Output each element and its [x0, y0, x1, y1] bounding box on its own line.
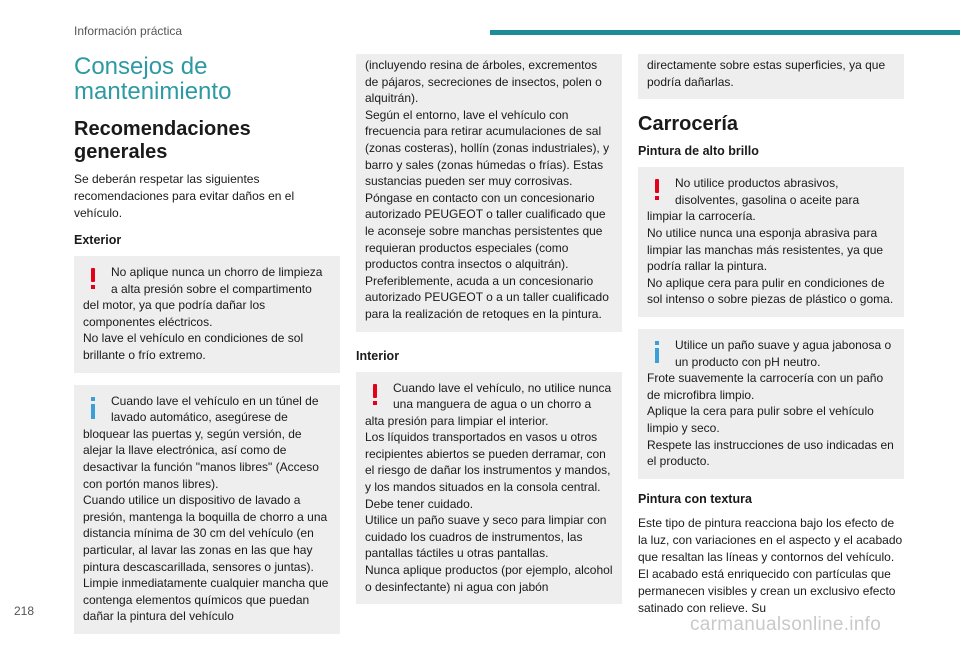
heading-interior: Interior: [356, 348, 400, 363]
info-i-icon: [83, 393, 109, 423]
info-text: Cuando lave el vehículo en un túnel de lavado automático, asegúrese de bloquear las puertas y, según versión, de alejar la llave electrónica, así como de desactivar la función "manos libres" (Acceso con portón manos libres). Cuando utilice un dispositivo de lavado a presión, mantenga la boquilla de chorro a una distancia mínima de 30 cm del vehículo (en particular, al lavar las zonas en las que hay pintura descascarillada, sensores o juntas). Limpie inmediatamente cualquier mancha que contenga elementos químicos que puedan dañar la pintura del vehículo: [83, 393, 329, 624]
heading-exterior: Exterior: [74, 233, 122, 247]
warning-exclamation-icon: [647, 175, 673, 205]
warning-text: No aplique nunca un chorro de limpieza a alta presión sobre el compartimento del motor, ya que podría dañar los componentes eléctricos. No lave el vehículo en condiciones de sol brillante o frío extremo.: [83, 265, 323, 362]
warning-box-interior: [356, 372, 622, 605]
section-title: Consejos de mantenimiento: [74, 53, 232, 105]
watermark: carmanualsonline.info: [690, 614, 882, 635]
warning-text: Cuando lave el vehículo, no utilice nunca una manguera de agua o un chorro a alta presión para limpiar el interior. Los líquidos transportados en vasos u otros recipientes abiertos se pueden derramar, con el riesgo de dañar los instrumentos y mandos, y los mandos situados en la consola central. Debe tener cuidado. Utilice un paño suave y seco para limpiar con cuidado los cuadros de instrumentos, las pantallas táctiles u otras pantallas. Nunca aplique productos (por ejemplo, alcohol o desinfectante) ni agua con jabón: [365, 380, 613, 594]
textura-paragraph: Este tipo de pintura reacciona bajo los efecto de la luz, con variaciones en el aspecto y el acabado que resaltan las líneas y contornos del vehículo. El acabado está enriquecido con partículas que permanecen visibles y crean un exclusivo efecto satinado con relieve. Su: [638, 515, 903, 615]
column-2: [356, 54, 622, 616]
warning-exclamation-icon: [365, 380, 391, 410]
intro-paragraph: Se deberán respetar las siguientes recomendaciones para evitar daños en el vehículo.: [74, 172, 295, 220]
header-accent-bar: [490, 30, 960, 35]
heading-recomendaciones: Recomendaciones generales: [74, 118, 251, 163]
heading-carroceria: Carrocería: [638, 113, 739, 136]
column-3: [638, 54, 904, 627]
warning-text: No utilice productos abrasivos, disolventes, gasolina o aceite para limpiar la carrocería. No utilice nunca una esponja abrasiva para limpiar las manchas más resistentes, ya que podría rallar la pintura. No aplique cera para pulir en condiciones de sol intenso o sobre piezas de plástico o goma.: [647, 176, 894, 307]
warning-box-interior-continued: [638, 54, 904, 99]
page-number: 218: [14, 604, 35, 618]
info-text-continued: (incluyendo resina de árboles, excrementos de pájaros, secreciones de insectos, polen o alquitrán). Según el entorno, lave el vehículo con frecuencia para retirar acumulaciones de sal (zonas costeras), hollín (zonas industriales), y barro y sales (zonas húmedas o frías). Estas sustancias pueden ser muy corrosivas. Póngase en contacto con un concesionario autorizado PEUGEOT o taller cualificado que le aconseje sobre manchas persistentes que requieran productos especiales (como productos contra insectos o alquitrán). Preferiblemente, acuda a un concesionario autorizado PEUGEOT o a un taller cualificado para la realización de retoques en la pintura.: [365, 58, 610, 321]
running-header: Información práctica: [74, 24, 183, 38]
info-text: Utilice un paño suave y agua jabonosa o un producto con pH neutro. Frote suavemente la carrocería con un paño de microfibra limpio. Aplique la cera para pulir sobre el vehículo limpio y seco. Respete las instrucciones de uso indicadas en el producto.: [647, 337, 894, 469]
info-i-icon: [647, 337, 673, 367]
warning-exclamation-icon: [83, 264, 109, 294]
heading-textura: Pintura con textura: [638, 491, 752, 506]
heading-alto-brillo: Pintura de alto brillo: [638, 144, 759, 159]
info-box-lavado-continued: [356, 54, 622, 332]
warning-text-continued: directamente sobre estas superficies, ya que podría dañarlas.: [647, 58, 886, 89]
info-box-lavado: [74, 385, 340, 634]
warning-box-exterior: [74, 256, 340, 373]
warning-box-carroceria: [638, 167, 904, 317]
info-box-carroceria: [638, 329, 904, 479]
column-1: [74, 54, 340, 646]
